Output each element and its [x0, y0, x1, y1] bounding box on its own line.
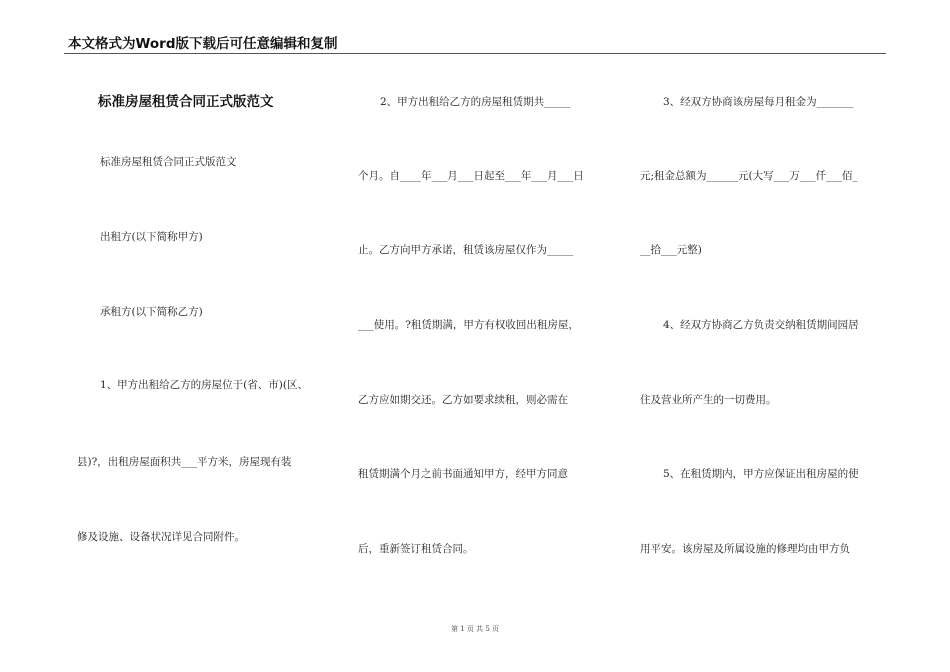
col2-line-5: 乙方应如期交还。乙方如要求续租，则必需在 — [358, 394, 568, 406]
col2-line-6: 租赁期满个月之前书面通知甲方，经甲方同意 — [358, 468, 568, 480]
col3-line-5: 住及营业所产生的一切费用。 — [640, 394, 777, 406]
col1-line-5: 县)?，出租房屋面积共___平方米，房屋现有装 — [77, 456, 292, 468]
col1-line-4: 1、甲方出租给乙方的房屋位于(省、市)(区、 — [100, 379, 308, 391]
col3-line-7: 用平安。该房屋及所属设施的修理均由甲方负 — [640, 543, 850, 555]
col1-line-1: 标准房屋租赁合同正式版范文 — [100, 156, 237, 168]
document-title: 标准房屋租赁合同正式版范文 — [98, 94, 274, 110]
col2-line-2: 个月。自____年___月___日起至___年___月___日 — [358, 170, 584, 182]
col1-line-3: 承租方(以下简称乙方) — [100, 306, 203, 318]
banner-divider — [64, 53, 886, 54]
col3-line-2: 元;租金总额为______元(大写___万___仟___佰_ — [640, 170, 858, 182]
col1-line-2: 出租方(以下简称甲方) — [100, 231, 203, 243]
col3-line-6: 5、在租赁期内，甲方应保证出租房屋的使 — [663, 468, 859, 480]
col2-line-4: ___使用。?租赁期满，甲方有权收回出租房屋， — [358, 319, 579, 331]
page-indicator: 第 1 页 共 5 页 — [450, 625, 500, 633]
col1-line-6: 修及设施、设备状况详见合同附件。 — [77, 531, 245, 543]
col3-line-4: 4、经双方协商乙方负责交纳租赁期间园居 — [663, 319, 859, 331]
col2-line-1: 2、甲方出租给乙方的房屋租赁期共_____ — [380, 96, 571, 108]
download-banner: 本文格式为Word版下载后可任意编辑和复制 — [68, 36, 338, 52]
col2-line-7: 后，重新签订租赁合同。 — [358, 543, 474, 555]
col3-line-3: __拾___元整) — [640, 244, 702, 256]
col3-line-1: 3、经双方协商该房屋每月租金为_______ — [663, 96, 854, 108]
col2-line-3: 止。乙方向甲方承诺，租赁该房屋仅作为_____ — [358, 244, 574, 256]
